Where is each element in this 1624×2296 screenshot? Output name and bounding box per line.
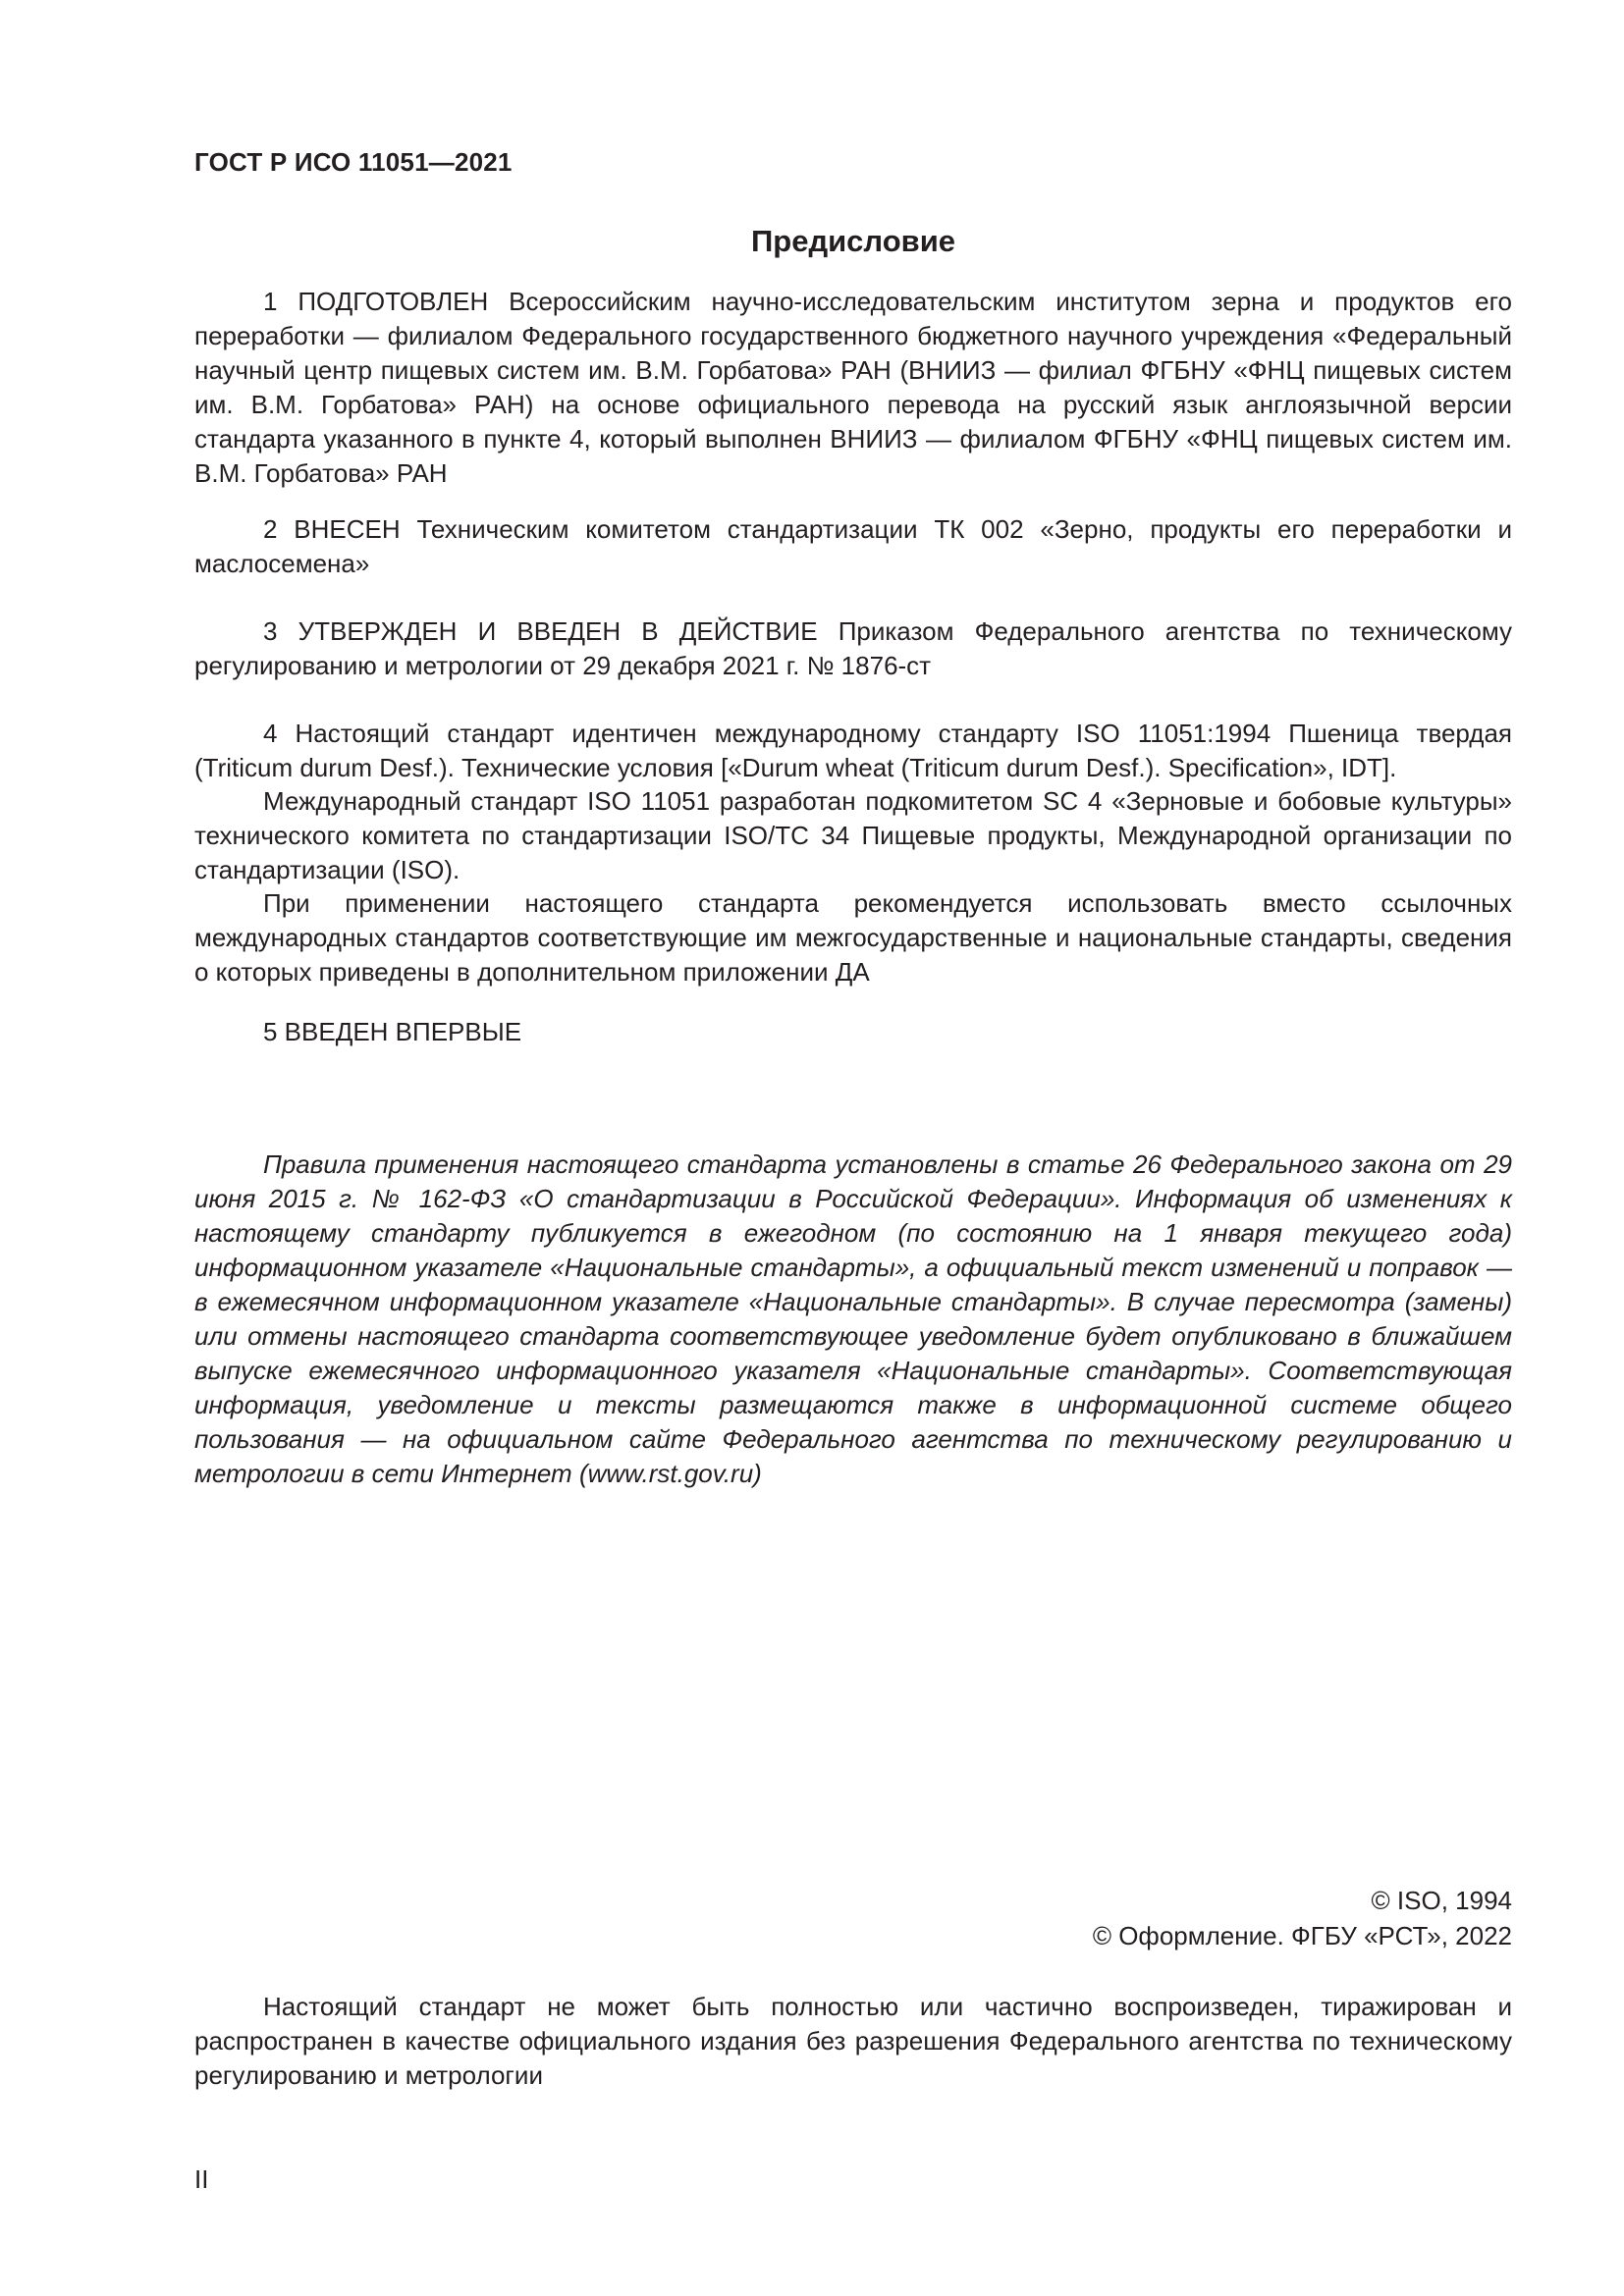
copyright-rst: © Оформление. ФГБУ «РСТ», 2022	[1092, 1921, 1512, 1950]
rules-notice: Правила применения настоящего стандарта установлены в статье 26 Федерального закона от 29 июня 2015 г. № 162-ФЗ «О стандартизации в Российской Федерации». Информация об изменениях к настоящему стандарту публикуется в ежегодном (по состоянию на 1 января текущего года) информационном указателе «Национальные стандарты», а официальный текст изменений и поправок — в ежемесячном информационном указателе «Национальные стандарты». В случае пересмотра (замены) или отмены настоящего стандарта соответствующее уведомление будет опубликовано в ближайшем выпуске ежемесячного информационного указателя «Национальные стандарты». Соответствующая информация, уведомление и тексты размещаются также в информационной системе общего пользования — на официальном сайте Федерального агентства по техническому регулированию и метрологии в сети Интернет (www.rst.gov.ru)	[194, 1149, 1512, 1488]
foreword-item-4-paragraph-1: 4 Настоящий стандарт идентичен международному стандарту ISO 11051:1994 Пшеница твердая (Triticum durum Desf.). Технические условия [«Durum wheat (Triticum durum Desf.). Specification», IDT].	[194, 719, 1512, 782]
foreword-item-2: 2 ВНЕСЕН Техническим комитетом стандартизации ТК 002 «Зерно, продукты его переработки и маслосемена»	[194, 514, 1512, 578]
copyright-iso: © ISO, 1994	[1371, 1886, 1512, 1915]
page-number: II	[194, 2164, 209, 2194]
document-code: ГОСТ Р ИСО 11051—2021	[194, 147, 513, 177]
foreword-item-3: 3 УТВЕРЖДЕН И ВВЕДЕН В ДЕЙСТВИЕ Приказом Федерального агентства по техническому регулированию и метрологии от 29 декабря 2021 г. № 1876-ст	[194, 616, 1512, 680]
foreword-item-5: 5 ВВЕДЕН ВПЕРВЫЕ	[263, 1017, 522, 1046]
foreword-item-1: 1 ПОДГОТОВЛЕН Всероссийским научно-исследовательским институтом зерна и продуктов его переработки — филиалом Федерального государственного бюджетного научного учреждения «Федеральный научный центр пищевых систем им. В.М. Горбатова» РАН (ВНИИЗ — филиал ФГБНУ «ФНЦ пищевых систем им. В.М. Горбатова» РАН) на основе официального перевода на русский язык англоязычной версии стандарта указанного в пункте 4, который выполнен ВНИИЗ — филиалом ФГБНУ «ФНЦ пищевых систем им. В.М. Горбатова» РАН	[194, 287, 1512, 488]
reproduction-notice: Настоящий стандарт не может быть полностью или частично воспроизведен, тиражирован и распространен в качестве официального издания без разрешения Федерального агентства по техническому регулированию и метрологии	[194, 1992, 1512, 2090]
foreword-item-4-paragraph-2: Международный стандарт ISO 11051 разработан подкомитетом SC 4 «Зерновые и бобовые культуры» технического комитета по стандартизации ISO/TC 34 Пищевые продукты, Международной организации по стандартизации (ISO).	[194, 786, 1512, 884]
foreword-item-4-paragraph-3: При применении настоящего стандарта рекомендуется использовать вместо ссылочных международных стандартов соответствующие им межгосударственные и национальные стандарты, сведения о которых приведены в дополнительном приложении ДА	[194, 888, 1512, 987]
foreword-title: Предисловие	[750, 224, 955, 258]
